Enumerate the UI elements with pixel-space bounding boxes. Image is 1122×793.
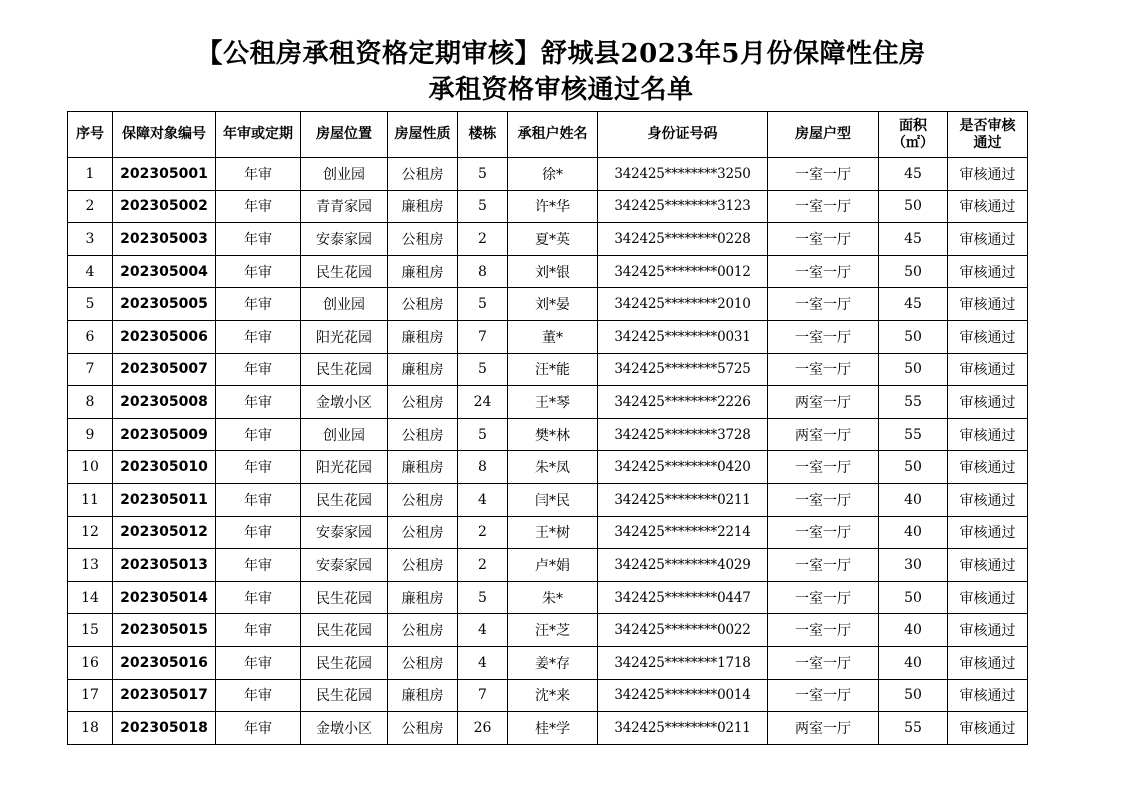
cell-nature: 公租房 [388, 418, 458, 451]
cell-index: 16 [68, 646, 113, 679]
cell-tenant: 徐* [508, 158, 598, 191]
table-row [68, 190, 1028, 223]
cell-index: 2 [68, 190, 113, 223]
cell-index: 13 [68, 549, 113, 582]
table-row [68, 158, 1028, 191]
cell-review-type: 年审 [216, 614, 301, 647]
cell-review-type: 年审 [216, 418, 301, 451]
cell-id-number: 342425********5725 [598, 353, 768, 386]
cell-review-type: 年审 [216, 516, 301, 549]
table-row [68, 614, 1028, 647]
cell-code: 202305012 [113, 516, 216, 549]
cell-index: 12 [68, 516, 113, 549]
cell-id-number: 342425********2226 [598, 386, 768, 419]
cell-layout: 一室一厅 [768, 451, 879, 484]
cell-building: 7 [458, 679, 508, 712]
cell-nature: 公租房 [388, 223, 458, 256]
cell-location: 安泰家园 [301, 223, 388, 256]
cell-area: 40 [879, 516, 948, 549]
header-status: 是否审核 通过 [948, 112, 1028, 158]
cell-tenant: 许*华 [508, 190, 598, 223]
cell-status: 审核通过 [948, 614, 1028, 647]
header-layout: 房屋户型 [768, 112, 879, 158]
cell-layout: 一室一厅 [768, 353, 879, 386]
table-row [68, 255, 1028, 288]
cell-code: 202305014 [113, 581, 216, 614]
cell-review-type: 年审 [216, 679, 301, 712]
cell-area: 55 [879, 712, 948, 745]
cell-building: 24 [458, 386, 508, 419]
cell-nature: 廉租房 [388, 679, 458, 712]
cell-status: 审核通过 [948, 451, 1028, 484]
table-row [68, 288, 1028, 321]
cell-index: 17 [68, 679, 113, 712]
header-building: 楼栋 [458, 112, 508, 158]
cell-tenant: 朱*凤 [508, 451, 598, 484]
cell-location: 民生花园 [301, 646, 388, 679]
cell-layout: 两室一厅 [768, 386, 879, 419]
cell-index: 3 [68, 223, 113, 256]
cell-status: 审核通过 [948, 190, 1028, 223]
cell-area: 50 [879, 255, 948, 288]
cell-tenant: 王*树 [508, 516, 598, 549]
cell-code: 202305010 [113, 451, 216, 484]
cell-review-type: 年审 [216, 581, 301, 614]
cell-index: 5 [68, 288, 113, 321]
cell-code: 202305017 [113, 679, 216, 712]
table-row [68, 679, 1028, 712]
cell-review-type: 年审 [216, 255, 301, 288]
table-row [68, 451, 1028, 484]
cell-building: 4 [458, 646, 508, 679]
cell-review-type: 年审 [216, 288, 301, 321]
cell-review-type: 年审 [216, 320, 301, 353]
cell-status: 审核通过 [948, 353, 1028, 386]
cell-review-type: 年审 [216, 646, 301, 679]
cell-nature: 公租房 [388, 646, 458, 679]
cell-building: 5 [458, 288, 508, 321]
cell-code: 202305001 [113, 158, 216, 191]
cell-code: 202305011 [113, 483, 216, 516]
cell-building: 4 [458, 483, 508, 516]
cell-tenant: 沈*来 [508, 679, 598, 712]
cell-code: 202305015 [113, 614, 216, 647]
cell-location: 青青家园 [301, 190, 388, 223]
cell-status: 审核通过 [948, 386, 1028, 419]
cell-location: 民生花园 [301, 614, 388, 647]
cell-location: 民生花园 [301, 255, 388, 288]
table-row [68, 646, 1028, 679]
cell-area: 40 [879, 614, 948, 647]
cell-area: 45 [879, 223, 948, 256]
cell-review-type: 年审 [216, 549, 301, 582]
cell-building: 7 [458, 320, 508, 353]
cell-code: 202305009 [113, 418, 216, 451]
cell-status: 审核通过 [948, 516, 1028, 549]
cell-layout: 一室一厅 [768, 223, 879, 256]
cell-area: 40 [879, 483, 948, 516]
cell-status: 审核通过 [948, 320, 1028, 353]
cell-tenant: 朱* [508, 581, 598, 614]
cell-review-type: 年审 [216, 483, 301, 516]
cell-id-number: 342425********0031 [598, 320, 768, 353]
cell-building: 2 [458, 223, 508, 256]
cell-id-number: 342425********3123 [598, 190, 768, 223]
cell-id-number: 342425********4029 [598, 549, 768, 582]
cell-index: 11 [68, 483, 113, 516]
cell-layout: 两室一厅 [768, 418, 879, 451]
cell-code: 202305007 [113, 353, 216, 386]
cell-review-type: 年审 [216, 158, 301, 191]
cell-layout: 两室一厅 [768, 712, 879, 745]
header-code: 保障对象编号 [113, 112, 216, 158]
cell-area: 45 [879, 158, 948, 191]
header-area: 面积 （㎡） [879, 112, 948, 158]
cell-layout: 一室一厅 [768, 158, 879, 191]
cell-nature: 公租房 [388, 386, 458, 419]
cell-code: 202305005 [113, 288, 216, 321]
cell-building: 2 [458, 549, 508, 582]
cell-tenant: 闫*民 [508, 483, 598, 516]
header-tenant: 承租户姓名 [508, 112, 598, 158]
cell-index: 14 [68, 581, 113, 614]
cell-location: 金墩小区 [301, 712, 388, 745]
cell-nature: 公租房 [388, 549, 458, 582]
cell-layout: 一室一厅 [768, 549, 879, 582]
cell-tenant: 刘*银 [508, 255, 598, 288]
cell-nature: 廉租房 [388, 190, 458, 223]
cell-id-number: 342425********3728 [598, 418, 768, 451]
cell-nature: 廉租房 [388, 451, 458, 484]
cell-area: 55 [879, 418, 948, 451]
table-row [68, 483, 1028, 516]
cell-index: 1 [68, 158, 113, 191]
cell-tenant: 卢*娟 [508, 549, 598, 582]
cell-index: 4 [68, 255, 113, 288]
page-title: 【公租房承租资格定期审核】舒城县2023年5月份保障性住房 [196, 39, 926, 69]
cell-id-number: 342425********2214 [598, 516, 768, 549]
cell-index: 10 [68, 451, 113, 484]
cell-index: 15 [68, 614, 113, 647]
cell-nature: 廉租房 [388, 581, 458, 614]
header-index: 序号 [68, 112, 113, 158]
cell-area: 45 [879, 288, 948, 321]
header-location: 房屋位置 [301, 112, 388, 158]
table-row [68, 386, 1028, 419]
cell-building: 8 [458, 451, 508, 484]
cell-tenant: 汪*芝 [508, 614, 598, 647]
cell-location: 创业园 [301, 418, 388, 451]
cell-nature: 廉租房 [388, 320, 458, 353]
cell-index: 7 [68, 353, 113, 386]
cell-tenant: 姜*存 [508, 646, 598, 679]
cell-building: 5 [458, 418, 508, 451]
cell-layout: 一室一厅 [768, 516, 879, 549]
cell-code: 202305002 [113, 190, 216, 223]
cell-building: 26 [458, 712, 508, 745]
cell-location: 阳光花园 [301, 451, 388, 484]
cell-nature: 公租房 [388, 614, 458, 647]
cell-location: 民生花园 [301, 483, 388, 516]
table-row [68, 549, 1028, 582]
cell-id-number: 342425********0014 [598, 679, 768, 712]
cell-code: 202305018 [113, 712, 216, 745]
cell-code: 202305006 [113, 320, 216, 353]
cell-id-number: 342425********0211 [598, 483, 768, 516]
cell-review-type: 年审 [216, 223, 301, 256]
cell-layout: 一室一厅 [768, 581, 879, 614]
cell-nature: 公租房 [388, 516, 458, 549]
cell-code: 202305008 [113, 386, 216, 419]
cell-review-type: 年审 [216, 386, 301, 419]
cell-location: 金墩小区 [301, 386, 388, 419]
cell-building: 5 [458, 190, 508, 223]
cell-id-number: 342425********0022 [598, 614, 768, 647]
cell-area: 50 [879, 581, 948, 614]
cell-nature: 廉租房 [388, 255, 458, 288]
cell-area: 50 [879, 190, 948, 223]
cell-index: 6 [68, 320, 113, 353]
cell-area: 50 [879, 451, 948, 484]
cell-tenant: 董* [508, 320, 598, 353]
page-subtitle: 承租资格审核通过名单 [428, 75, 694, 105]
cell-location: 民生花园 [301, 581, 388, 614]
cell-building: 5 [458, 353, 508, 386]
cell-tenant: 汪*能 [508, 353, 598, 386]
table-row [68, 320, 1028, 353]
cell-area: 50 [879, 320, 948, 353]
cell-status: 审核通过 [948, 646, 1028, 679]
cell-status: 审核通过 [948, 255, 1028, 288]
cell-building: 2 [458, 516, 508, 549]
cell-id-number: 342425********1718 [598, 646, 768, 679]
cell-building: 5 [458, 158, 508, 191]
header-nature: 房屋性质 [388, 112, 458, 158]
cell-status: 审核通过 [948, 483, 1028, 516]
table-row [68, 353, 1028, 386]
cell-status: 审核通过 [948, 288, 1028, 321]
table-row [68, 223, 1028, 256]
cell-status: 审核通过 [948, 679, 1028, 712]
cell-status: 审核通过 [948, 223, 1028, 256]
cell-area: 55 [879, 386, 948, 419]
cell-code: 202305004 [113, 255, 216, 288]
cell-id-number: 342425********3250 [598, 158, 768, 191]
cell-nature: 公租房 [388, 288, 458, 321]
cell-tenant: 刘*晏 [508, 288, 598, 321]
cell-tenant: 夏*英 [508, 223, 598, 256]
cell-building: 8 [458, 255, 508, 288]
cell-layout: 一室一厅 [768, 679, 879, 712]
cell-review-type: 年审 [216, 353, 301, 386]
cell-id-number: 342425********2010 [598, 288, 768, 321]
cell-tenant: 樊*林 [508, 418, 598, 451]
cell-layout: 一室一厅 [768, 288, 879, 321]
cell-tenant: 桂*学 [508, 712, 598, 745]
cell-id-number: 342425********0447 [598, 581, 768, 614]
approval-list-table [67, 111, 1028, 745]
header-review-type: 年审或定期 [216, 112, 301, 158]
table-row [68, 418, 1028, 451]
cell-id-number: 342425********0211 [598, 712, 768, 745]
cell-tenant: 王*琴 [508, 386, 598, 419]
table-row [68, 581, 1028, 614]
cell-status: 审核通过 [948, 158, 1028, 191]
cell-area: 30 [879, 549, 948, 582]
cell-id-number: 342425********0420 [598, 451, 768, 484]
cell-location: 创业园 [301, 288, 388, 321]
cell-code: 202305003 [113, 223, 216, 256]
cell-location: 安泰家园 [301, 549, 388, 582]
cell-layout: 一室一厅 [768, 190, 879, 223]
cell-index: 8 [68, 386, 113, 419]
cell-code: 202305016 [113, 646, 216, 679]
cell-location: 民生花园 [301, 353, 388, 386]
cell-status: 审核通过 [948, 549, 1028, 582]
cell-status: 审核通过 [948, 418, 1028, 451]
cell-nature: 公租房 [388, 483, 458, 516]
cell-review-type: 年审 [216, 451, 301, 484]
cell-index: 18 [68, 712, 113, 745]
cell-code: 202305013 [113, 549, 216, 582]
cell-layout: 一室一厅 [768, 255, 879, 288]
table-row [68, 516, 1028, 549]
table-body [68, 158, 1028, 745]
cell-building: 4 [458, 614, 508, 647]
table-header-row [68, 112, 1028, 158]
header-id-number: 身份证号码 [598, 112, 768, 158]
cell-id-number: 342425********0228 [598, 223, 768, 256]
cell-review-type: 年审 [216, 190, 301, 223]
cell-location: 民生花园 [301, 679, 388, 712]
cell-index: 9 [68, 418, 113, 451]
table-row [68, 712, 1028, 745]
cell-layout: 一室一厅 [768, 646, 879, 679]
cell-location: 创业园 [301, 158, 388, 191]
cell-area: 50 [879, 679, 948, 712]
cell-layout: 一室一厅 [768, 320, 879, 353]
cell-id-number: 342425********0012 [598, 255, 768, 288]
cell-nature: 廉租房 [388, 353, 458, 386]
cell-status: 审核通过 [948, 712, 1028, 745]
cell-nature: 公租房 [388, 158, 458, 191]
cell-layout: 一室一厅 [768, 614, 879, 647]
cell-location: 阳光花园 [301, 320, 388, 353]
cell-nature: 公租房 [388, 712, 458, 745]
cell-area: 40 [879, 646, 948, 679]
cell-layout: 一室一厅 [768, 483, 879, 516]
cell-area: 50 [879, 353, 948, 386]
cell-building: 5 [458, 581, 508, 614]
cell-location: 安泰家园 [301, 516, 388, 549]
cell-review-type: 年审 [216, 712, 301, 745]
cell-status: 审核通过 [948, 581, 1028, 614]
